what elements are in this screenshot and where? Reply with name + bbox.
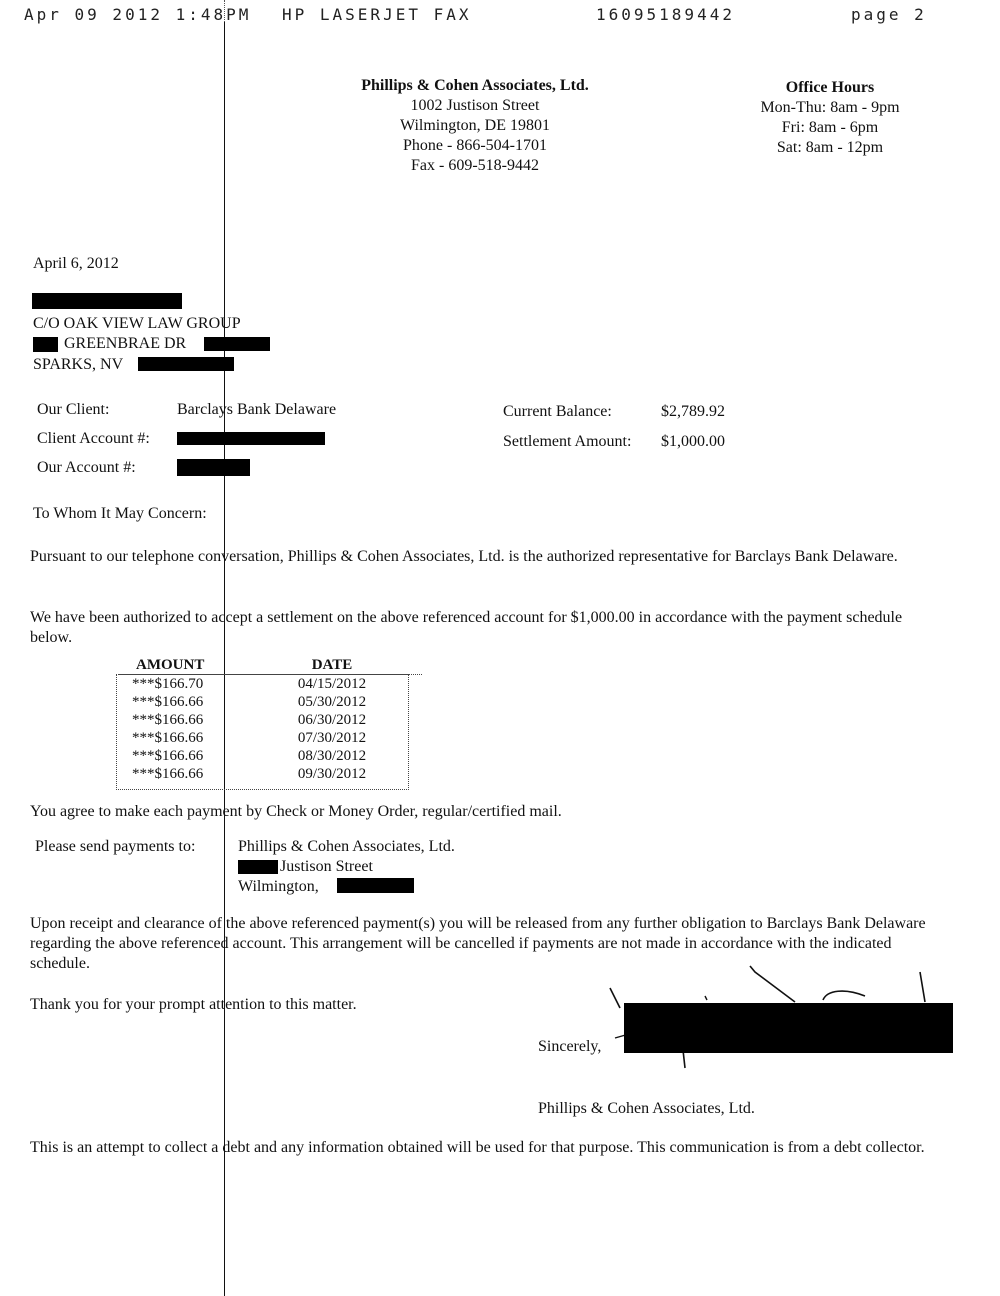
office-hours-weekday: Mon-Thu: 8am - 9pm	[760, 99, 900, 116]
schedule-header-amount: AMOUNT	[118, 656, 242, 675]
schedule-row	[118, 711, 422, 729]
settlement-label: Settlement Amount:	[503, 433, 632, 450]
schedule-row	[118, 675, 422, 694]
schedule-amount: ***$166.66	[132, 712, 204, 728]
client-label: Our Client:	[37, 401, 110, 418]
redaction-payment-zip	[337, 878, 414, 893]
sincerely: Sincerely,	[538, 1038, 602, 1055]
schedule-date: 08/30/2012	[297, 748, 367, 764]
payment-address-line1: Phillips & Cohen Associates, Ltd.	[238, 838, 455, 855]
schedule-header-row	[118, 656, 422, 675]
fax-page-number: page 2	[851, 5, 927, 24]
schedule-row	[118, 729, 422, 747]
letterhead	[340, 76, 610, 176]
paragraph-thanks: Thank you for your prompt attention to this matter.	[30, 996, 357, 1013]
schedule-amount: ***$166.66	[132, 694, 204, 710]
company-phone: Phone - 866-504-1701	[403, 137, 547, 154]
schedule-amount: ***$166.66	[132, 766, 204, 782]
paragraph-disclaimer: This is an attempt to collect a debt and any information obtained will be used for that purpose. This communication is from a debt collector.	[30, 1139, 925, 1156]
redaction-payment-street-number	[238, 860, 278, 874]
schedule-row	[118, 747, 422, 765]
recipient-line1: C/O OAK VIEW LAW GROUP	[33, 315, 241, 332]
fax-device: HP LASERJET FAX	[282, 5, 472, 24]
recipient-line3: SPARKS, NV	[33, 356, 124, 373]
schedule-date: 09/30/2012	[297, 766, 367, 782]
paragraph-representative: Pursuant to our telephone conversation, Phillips & Cohen Associates, Ltd. is the authorized representative for Barclays Bank Delaware.	[30, 548, 898, 565]
paragraph-payment-method: You agree to make each payment by Check or Money Order, regular/certified mail.	[30, 803, 562, 820]
fax-number: 16095189442	[596, 5, 735, 24]
redaction-zip	[138, 357, 234, 371]
redaction-signature	[624, 1003, 953, 1053]
settlement-value: $1,000.00	[661, 433, 725, 450]
payment-address-line2: Justison Street	[280, 858, 373, 875]
balance-label: Current Balance:	[503, 403, 612, 420]
paragraph-release: Upon receipt and clearance of the above referenced payment(s) you will be released from any further obligation to Barclays Bank Delaware regarding the above referenced account. This arrangement will be cancelled if payments are not made in accordance with the indicated schedule.	[30, 915, 926, 972]
salutation: To Whom It May Concern:	[33, 505, 207, 522]
schedule-date: 04/15/2012	[297, 676, 367, 692]
company-fax: Fax - 609-518-9442	[411, 157, 539, 174]
fax-datetime: Apr 09 2012 1:48PM	[24, 5, 252, 24]
company-street: 1002 Justison Street	[410, 97, 540, 114]
office-hours-title: Office Hours	[785, 79, 875, 96]
letter-date: April 6, 2012	[33, 255, 119, 272]
recipient-line2: GREENBRAE DR	[64, 335, 187, 352]
payment-address-line3: Wilmington,	[238, 878, 319, 895]
redaction-recipient-name	[32, 293, 182, 309]
redaction-our-account	[177, 459, 250, 476]
our-account-label: Our Account #:	[37, 459, 136, 476]
redaction-client-account	[177, 432, 325, 445]
schedule-date: 05/30/2012	[297, 694, 367, 710]
paragraph-settlement: We have been authorized to accept a settlement on the above referenced account for $1,000.00 in accordance with the payment schedule below.	[30, 609, 903, 646]
schedule-amount: ***$166.66	[132, 730, 204, 746]
signer-company: Phillips & Cohen Associates, Ltd.	[538, 1100, 755, 1117]
client-account-label: Client Account #:	[37, 430, 150, 447]
schedule-date: 07/30/2012	[297, 730, 367, 746]
schedule-header-date: DATE	[242, 656, 422, 675]
schedule-amount: ***$166.70	[132, 676, 204, 692]
company-city: Wilmington, DE 19801	[399, 117, 550, 134]
office-hours-friday: Fri: 8am - 6pm	[781, 119, 879, 136]
company-name: Phillips & Cohen Associates, Ltd.	[361, 77, 589, 94]
schedule-row	[118, 765, 422, 783]
client-value: Barclays Bank Delaware	[177, 401, 337, 418]
redaction-unit	[204, 337, 270, 351]
schedule-amount: ***$166.66	[132, 748, 204, 764]
payment-schedule-table	[118, 656, 422, 783]
balance-value: $2,789.92	[661, 403, 725, 420]
schedule-row	[118, 693, 422, 711]
payment-address-label: Please send payments to:	[35, 838, 196, 855]
schedule-date: 06/30/2012	[297, 712, 367, 728]
office-hours	[744, 78, 916, 158]
redaction-street-number	[33, 337, 58, 352]
office-hours-saturday: Sat: 8am - 12pm	[776, 139, 884, 156]
